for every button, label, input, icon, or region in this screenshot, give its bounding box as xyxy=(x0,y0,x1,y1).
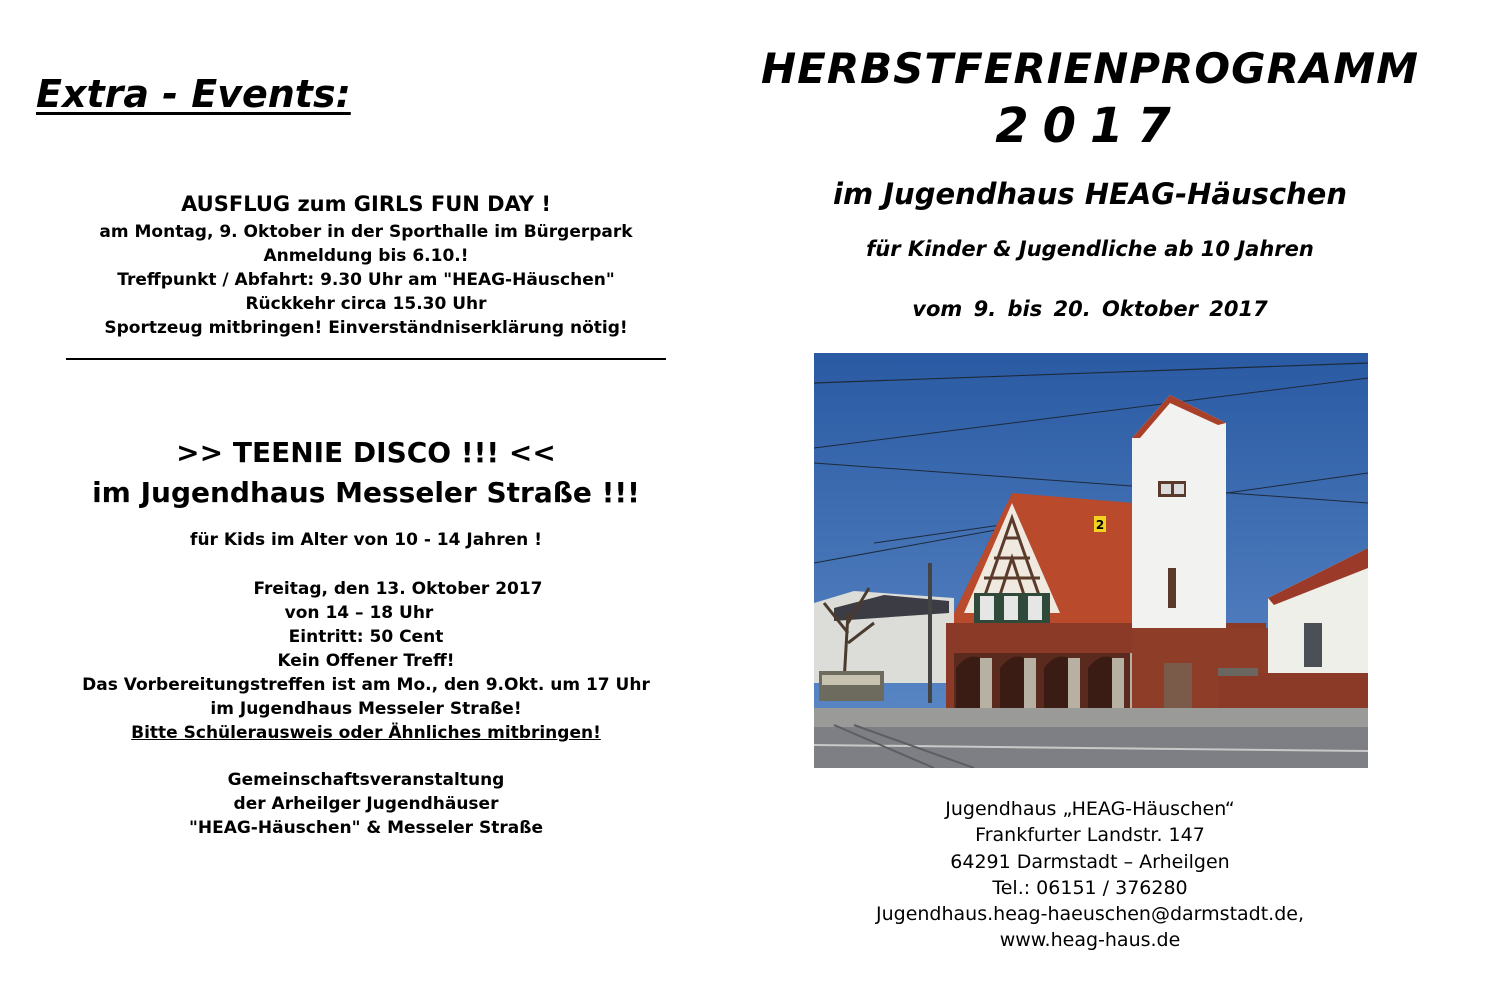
disco-detail-line: Freitag, den 13. Oktober 2017 xyxy=(253,579,543,599)
teenie-disco-title-line1: >> TEENIE DISCO !!! << xyxy=(176,436,556,469)
program-year: 2017 xyxy=(995,98,1185,154)
address-block xyxy=(740,796,1440,954)
disco-detail-line: von 14 – 18 Uhr xyxy=(284,603,434,623)
teenie-disco-details xyxy=(36,577,696,745)
section-divider xyxy=(66,358,666,360)
girls-day-line: Rückkehr circa 15.30 Uhr xyxy=(245,294,487,314)
teenie-disco-title-line2: im Jugendhaus Messeler Straße !!! xyxy=(92,476,640,509)
teenie-disco-subtitle: für Kids im Alter von 10 - 14 Jahren ! xyxy=(190,530,542,550)
girls-day-line: Sportzeug mitbringen! Einverständniserklärung nötig! xyxy=(104,318,628,338)
girls-fun-day-headline: AUSFLUG zum GIRLS FUN DAY ! xyxy=(181,192,551,216)
teenie-disco-title xyxy=(36,433,696,513)
joint-event-line: "HEAG-Häuschen" & Messeler Straße xyxy=(189,818,543,838)
program-venue: im Jugendhaus HEAG-Häuschen xyxy=(833,177,1347,211)
disco-underlined-note: Bitte Schülerausweis oder Ähnliches mitbringen! xyxy=(131,723,601,743)
address-street: Frankfurter Landstr. 147 xyxy=(975,824,1205,847)
joint-event-line: Gemeinschaftsveranstaltung xyxy=(227,770,505,790)
building-photo xyxy=(814,353,1368,768)
address-phone: Tel.: 06151 / 376280 xyxy=(992,876,1188,899)
address-website: www.heag-haus.de xyxy=(999,929,1181,952)
disco-detail-line: im Jugendhaus Messeler Straße! xyxy=(210,699,522,719)
address-email: Jugendhaus.heag-haeuschen@darmstadt.de, xyxy=(875,903,1304,926)
joint-event-line: der Arheilger Jugendhäuser xyxy=(233,794,499,814)
disco-detail-line: Kein Offener Treff! xyxy=(277,651,455,671)
program-title: HERBSTFERIENPROGRAMM xyxy=(760,44,1420,93)
girls-day-line: Anmeldung bis 6.10.! xyxy=(263,246,469,266)
address-name: Jugendhaus „HEAG-Häuschen“ xyxy=(945,798,1235,820)
extra-events-title: Extra - Events: xyxy=(36,72,351,116)
girls-fun-day-block xyxy=(36,190,696,340)
girls-day-line: am Montag, 9. Oktober in der Sporthalle im Bürgerpark xyxy=(99,222,633,242)
girls-day-line: Treffpunkt / Abfahrt: 9.30 Uhr am "HEAG-Häuschen" xyxy=(117,270,615,290)
program-audience: für Kinder & Jugendliche ab 10 Jahren xyxy=(866,237,1314,261)
disco-detail-line: Eintritt: 50 Cent xyxy=(288,627,444,647)
program-dates: vom 9. bis 20. Oktober 2017 xyxy=(912,297,1268,321)
address-city: 64291 Darmstadt – Arheilgen xyxy=(950,850,1230,873)
disco-detail-line: Das Vorbereitungstreffen ist am Mo., den 9.Okt. um 17 Uhr xyxy=(82,675,650,695)
joint-event-block xyxy=(36,768,696,840)
building-number-sign: 2 xyxy=(1095,518,1105,532)
